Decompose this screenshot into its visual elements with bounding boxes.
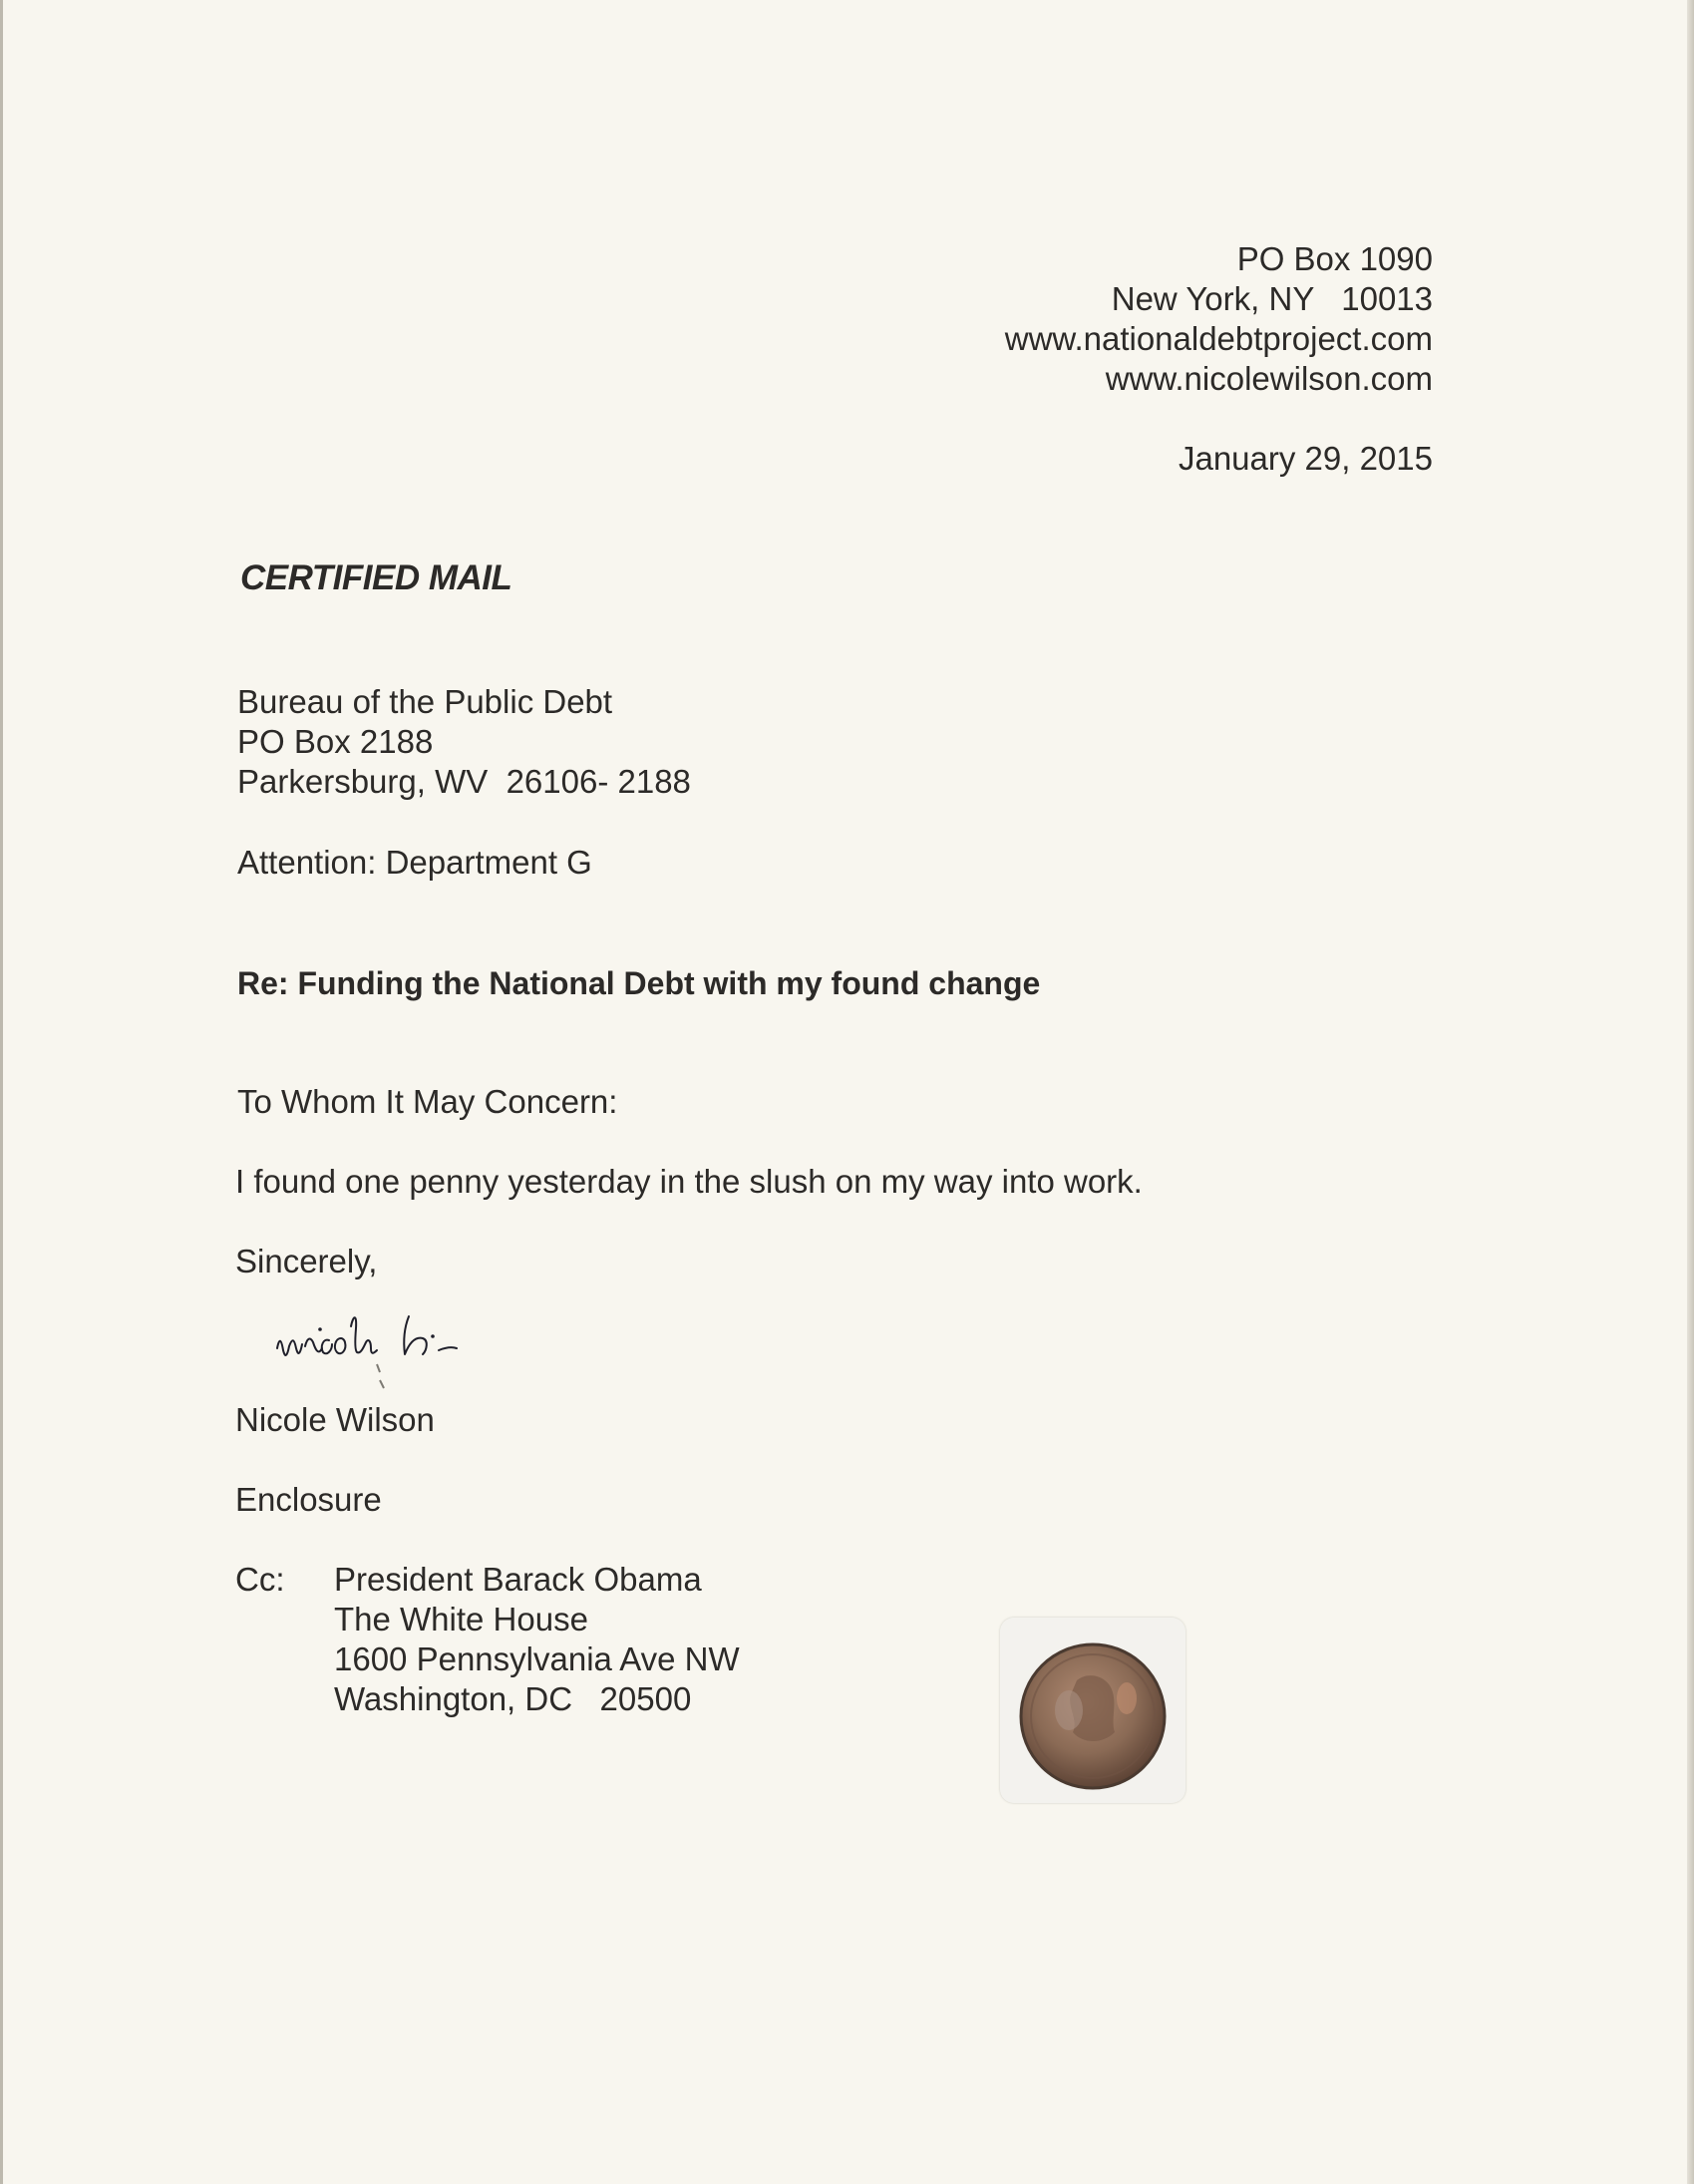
letter-body: I found one penny yesterday in the slush on my way into work. [235, 1163, 1143, 1200]
closing: Sincerely, [235, 1243, 378, 1279]
enclosure-note: Enclosure [235, 1481, 382, 1518]
recipient-po-box: PO Box 2188 [237, 723, 434, 760]
cc-street: 1600 Pennsylvania Ave NW [334, 1640, 740, 1677]
certified-mail-heading: CERTIFIED MAIL [240, 558, 512, 597]
handwritten-signature [269, 1276, 618, 1396]
signer-name: Nicole Wilson [235, 1401, 435, 1438]
recipient-address [237, 682, 691, 802]
cc-name: President Barack Obama [334, 1561, 702, 1598]
letter-date: January 29, 2015 [1178, 440, 1433, 477]
sender-po-box: PO Box 1090 [1236, 240, 1433, 277]
cc-city-line: Washington, DC 20500 [334, 1680, 692, 1717]
attention-line: Attention: Department G [237, 844, 592, 881]
cc-address [334, 1560, 740, 1719]
cc-line-2: The White House [334, 1601, 588, 1638]
sender-city-line: New York, NY 10013 [1111, 280, 1433, 317]
subject-line: Re: Funding the National Debt with my found change [237, 965, 1041, 1001]
sender-website-1: www.nationaldebtproject.com [1004, 320, 1433, 357]
salutation: To Whom It May Concern: [237, 1083, 618, 1120]
recipient-name: Bureau of the Public Debt [237, 683, 613, 720]
sender-address [1005, 239, 1433, 399]
cc-label: Cc: [235, 1561, 285, 1598]
sender-website-2: www.nicolewilson.com [1105, 360, 1433, 397]
taped-penny-image [1017, 1640, 1169, 1792]
recipient-city-line: Parkersburg, WV 26106- 2188 [237, 763, 691, 800]
